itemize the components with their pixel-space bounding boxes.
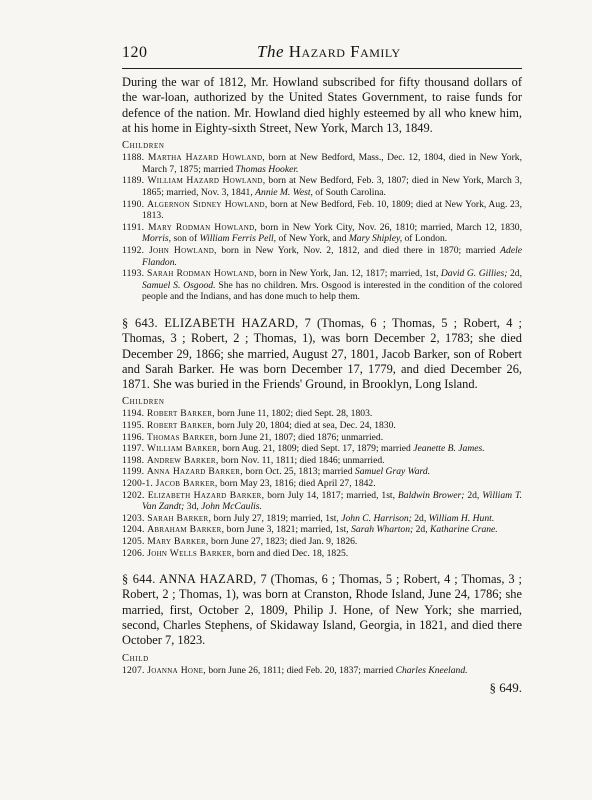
section-643 bbox=[122, 316, 522, 392]
entry-text: born June 21, 1807; died 1876; unmarried. bbox=[217, 431, 384, 443]
entry-text: born July 14, 1817; married, 1st, bbox=[264, 489, 398, 501]
entry-name: Robert Barker, bbox=[146, 419, 215, 431]
entry-number: 1188. bbox=[122, 152, 148, 164]
entry-name: Sarah Rodman Howland, bbox=[146, 268, 257, 280]
entry-number: 1206. bbox=[122, 547, 148, 559]
entry-name: Andrew Barker, bbox=[146, 454, 219, 466]
entry-name: Algernon Sidney Howland, bbox=[147, 198, 268, 210]
list-item bbox=[122, 455, 522, 467]
entry-name: John Wells Barker, bbox=[147, 547, 235, 559]
entry-number: 1195. bbox=[122, 419, 147, 431]
entry-spouse: William Ferris Pell, bbox=[199, 233, 277, 245]
hone-child-list bbox=[122, 665, 522, 677]
entry-spouse: Charles Kneeland. bbox=[395, 664, 468, 676]
entry-number: 1207. bbox=[122, 664, 148, 676]
section-644-body: 7 (Thomas, 6 ; Thomas, 5 ; Robert, 4 ; Thomas, 3 ; Robert, 2 ; Thomas, 1), was born at Cranston, Rhode Island, June 24, 1786; she married, first, October 2, 1809, Philip J. Hone, of New York; she married, second, Charles Stephens, of Skidaway Island, Georgia, in 1821, and died there October 7, 1823. bbox=[122, 572, 522, 648]
section-644 bbox=[122, 572, 522, 648]
list-item bbox=[122, 268, 522, 303]
entry-text: She has no children. Mrs. Osgood is interested in the condition of the colored people and the Indians, and has done much to help them. bbox=[142, 279, 523, 303]
entry-text: born at New Bedford, Feb. 10, 1809; died at New York, Aug. 23, 1813. bbox=[142, 198, 522, 222]
entry-number: 1198. bbox=[122, 454, 147, 466]
list-item bbox=[122, 536, 522, 548]
entry-name: Mary Rodman Howland, bbox=[147, 221, 258, 233]
entry-name: Martha Hazard Howland, bbox=[147, 152, 266, 164]
section-643-body: 7 (Thomas, 6 ; Thomas, 5 ; Robert, 4 ; Thomas, 3 ; Robert, 2 ; Thomas, 1), was born December 2, 1783; she died December 29, 1866; she married, August 27, 1801, Jacob Barker, son of Robert and Sarah Barker. He was born December 17, 1779, and died December 26, 1871. She was buried in the Friends' Ground, in Brooklyn, Long Island. bbox=[122, 315, 523, 392]
entry-text: born in New York City, Nov. 26, 1810; married, March 12, 1830, bbox=[257, 221, 522, 233]
entry-number: 1191. bbox=[122, 221, 148, 233]
entry-text: born June 3, 1821; married, 1st, bbox=[224, 524, 352, 536]
list-item bbox=[122, 222, 522, 245]
entry-spouse: William T. Van Zandt; bbox=[142, 489, 522, 513]
entry-name: William Barker, bbox=[146, 443, 220, 455]
entry-number: 1199. bbox=[122, 466, 147, 478]
entry-name: Elizabeth Hazard Barker, bbox=[147, 489, 265, 501]
entry-text: born in New York, Jan. 12, 1817; married, 1st, bbox=[256, 268, 441, 280]
entry-name: Robert Barker, bbox=[146, 408, 215, 420]
entry-text: 2d, bbox=[413, 524, 430, 536]
entry-text: born July 20, 1804; died at sea, Dec. 24, 1830. bbox=[214, 419, 396, 431]
entry-spouse: David G. Gillies; bbox=[440, 268, 508, 280]
running-title-italic: The bbox=[257, 42, 284, 61]
entry-text: born and died Dec. 18, 1825. bbox=[234, 547, 349, 559]
barker-children-list bbox=[122, 408, 522, 559]
header-rule bbox=[122, 68, 522, 69]
entry-name: Thomas Barker, bbox=[146, 431, 218, 443]
child-heading-hone: Child bbox=[122, 652, 149, 664]
entry-text: born Aug. 21, 1809; died Sept. 17, 1879; married bbox=[219, 443, 414, 455]
entry-spouse: Mary Shipley, bbox=[348, 233, 403, 245]
list-item bbox=[122, 245, 522, 268]
entry-spouse: Katharine Crane. bbox=[430, 524, 498, 536]
entry-name: Mary Barker, bbox=[147, 535, 209, 547]
entry-text: born July 27, 1819; married, 1st, bbox=[211, 512, 342, 524]
running-title bbox=[257, 42, 401, 62]
entry-number: 1193. bbox=[122, 268, 147, 280]
entry-number: 1205. bbox=[122, 535, 148, 547]
entry-text: born May 23, 1816; died April 27, 1842. bbox=[217, 477, 376, 489]
entry-name: Joanna Hone, bbox=[147, 664, 206, 676]
section-644-head: § 644. ANNA HAZARD, bbox=[122, 572, 257, 587]
list-item bbox=[122, 548, 522, 560]
list-item bbox=[122, 466, 522, 478]
entry-name: William Hazard Howland, bbox=[147, 175, 266, 187]
list-item bbox=[122, 152, 522, 175]
list-item bbox=[122, 513, 522, 525]
running-title-text: Hazard Family bbox=[288, 42, 401, 61]
section-reference: § 649. bbox=[489, 680, 522, 696]
entry-text: born at New Bedford, Feb. 3, 1807; died in New York, March 3, 1865; married, Nov. 3, 1841, bbox=[142, 175, 523, 198]
list-item bbox=[122, 199, 522, 222]
entry-name: Abraham Barker, bbox=[147, 524, 225, 536]
page-number: 120 bbox=[122, 44, 148, 61]
entry-text: 2d, bbox=[411, 512, 429, 524]
list-item bbox=[122, 420, 522, 432]
entry-text: 3d, bbox=[184, 501, 202, 513]
entry-spouse: Adele Flandon. bbox=[142, 244, 522, 268]
running-header bbox=[122, 42, 522, 66]
entry-name: Jacob Barker, bbox=[155, 477, 218, 489]
entry-spouse: Morris, bbox=[142, 233, 172, 245]
entry-spouse: Jeanette B. James. bbox=[413, 443, 485, 455]
list-item bbox=[122, 432, 522, 444]
entry-spouse: John McCaulis. bbox=[201, 501, 262, 513]
children-heading-barker: Children bbox=[122, 396, 165, 408]
page bbox=[122, 42, 522, 696]
list-item bbox=[122, 175, 522, 198]
entry-number: 1200-1. bbox=[122, 477, 156, 489]
intro-paragraph: During the war of 1812, Mr. Howland subscribed for fifty thousand dollars of the war-loan, authorized by the United States Government, to raise funds for defence of the nation. Mr. Howland died highly esteemed by all who knew him, at his home in Eighty-sixth Street, New York, March 13, 1849. bbox=[122, 75, 522, 135]
entry-number: 1194. bbox=[122, 408, 147, 420]
howland-children-list bbox=[122, 152, 522, 303]
entry-spouse: Annie M. West, bbox=[255, 186, 313, 198]
list-item bbox=[122, 524, 522, 536]
entry-number: 1203. bbox=[122, 512, 148, 524]
entry-number: 1204. bbox=[122, 524, 148, 536]
entry-text: 2d, bbox=[464, 489, 483, 501]
section-643-head: § 643. ELIZABETH HAZARD, bbox=[122, 315, 299, 330]
entry-name: Anna Hazard Barker, bbox=[146, 466, 243, 478]
entry-text: born June 26, 1811; died Feb. 20, 1837; married bbox=[205, 664, 396, 676]
entry-number: 1189. bbox=[122, 175, 148, 187]
list-item bbox=[122, 478, 522, 490]
children-heading-howland: Children bbox=[122, 140, 165, 152]
entry-text: born in New York, Nov. 2, 1812, and died there in 1870; married bbox=[216, 244, 501, 256]
entry-number: 1202. bbox=[122, 489, 148, 501]
entry-text: born at New Bedford, Mass., Dec. 12, 1804, died in New York, March 7, 1875; married bbox=[142, 152, 522, 175]
entry-text: born Nov. 11, 1811; died 1846; unmarried. bbox=[218, 454, 385, 466]
list-item bbox=[122, 490, 522, 513]
entry-number: 1190. bbox=[122, 198, 148, 210]
entry-number: 1192. bbox=[122, 244, 149, 256]
list-item bbox=[122, 665, 522, 677]
list-item bbox=[122, 408, 522, 420]
entry-spouse: John C. Harrison; bbox=[341, 512, 412, 524]
entry-text: born Oct. 25, 1813; married bbox=[242, 466, 355, 478]
entry-spouse: Thomas Hooker. bbox=[235, 163, 299, 175]
list-item bbox=[122, 443, 522, 455]
entry-text: of London. bbox=[402, 233, 448, 245]
entry-spouse: William H. Hunt. bbox=[428, 512, 495, 524]
entry-spouse: Baldwin Brower; bbox=[397, 489, 465, 501]
entry-spouse: Samuel Gray Ward. bbox=[354, 466, 431, 478]
entry-spouse: Samuel S. Osgood. bbox=[142, 279, 216, 291]
entry-text: son of bbox=[171, 233, 200, 245]
entry-name: John Howland, bbox=[148, 244, 217, 256]
entry-name: Sarah Barker, bbox=[147, 512, 212, 524]
entry-text: born June 11, 1802; died Sept. 28, 1803. bbox=[214, 408, 373, 420]
entry-text: of New York, and bbox=[276, 233, 349, 245]
entry-text: 2d, bbox=[507, 268, 523, 280]
entry-text: born June 27, 1823; died Jan. 9, 1826. bbox=[208, 535, 358, 547]
entry-text: of South Carolina. bbox=[312, 186, 386, 198]
entry-number: 1197. bbox=[122, 443, 147, 455]
entry-spouse: Sarah Wharton; bbox=[351, 524, 414, 536]
entry-number: 1196. bbox=[122, 431, 147, 443]
